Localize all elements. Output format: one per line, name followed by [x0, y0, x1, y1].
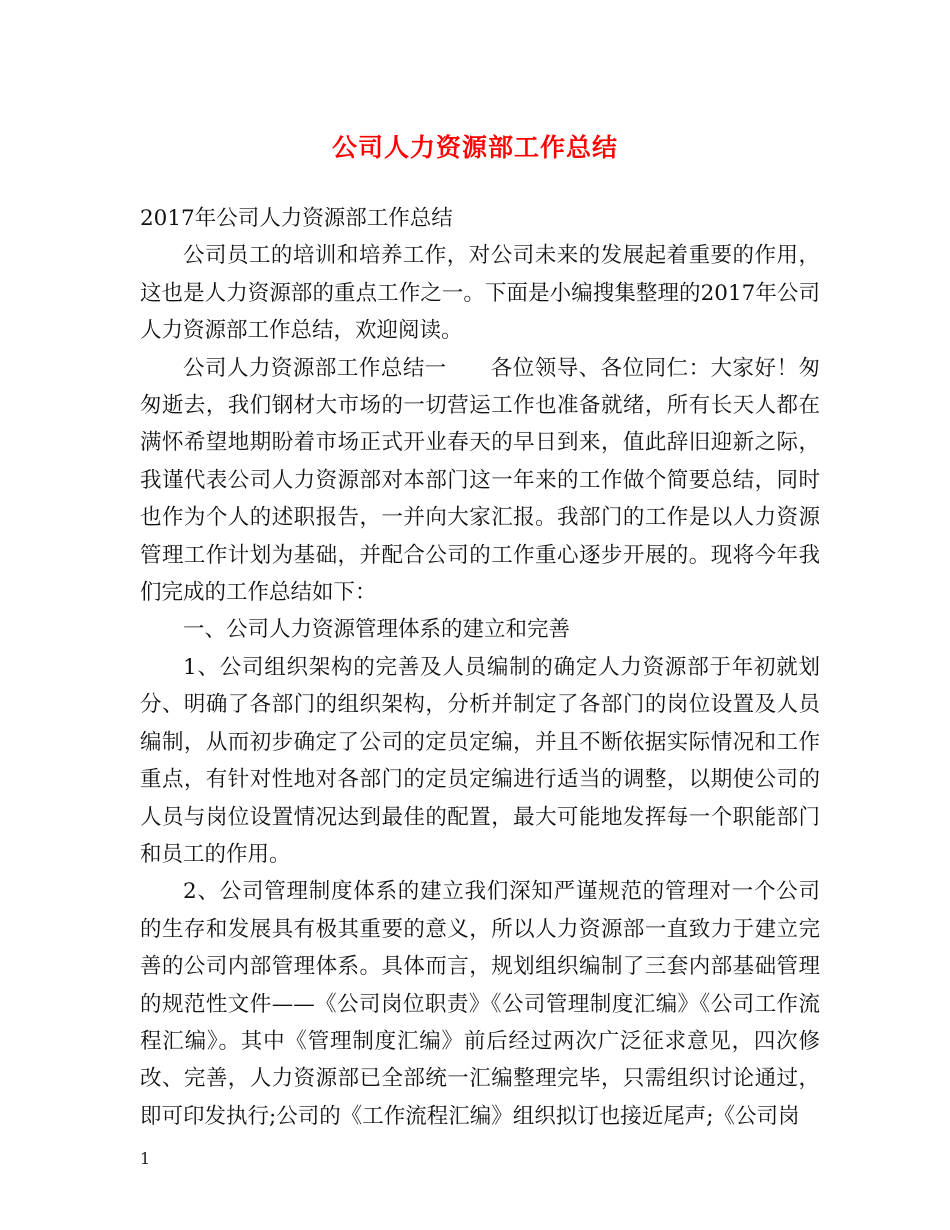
paragraph-summary-one: 公司人力资源部工作总结一 各位领导、各位同仁：大家好！匆匆逝去，我们钢材大市场的一切营运工作也准备就绪，所有长天人都在满怀希望地期盼着市场正式开业春天的早日到来，值此辞旧迎新之际，我谨代表公司人力资源部对本部门这一年来的工作做个简要总结，同时也作为个人的述职报告，一并向大家汇报。我部门的工作是以人力资源管理工作计划为基础，并配合公司的工作重心逐步开展的。现将今年我们完成的工作总结如下：	[140, 355, 820, 606]
paragraph-intro: 公司员工的培训和培养工作，对公司未来的发展起着重要的作用，这也是人力资源部的重点工作之一。下面是小编搜集整理的2017年公司人力资源部工作总结，欢迎阅读。	[140, 243, 820, 344]
paragraph-item-two: 2、公司管理制度体系的建立我们深知严谨规范的管理对一个公司的生存和发展具有极其重要的意义，所以人力资源部一直致力于建立完善的公司内部管理体系。具体而言，规划组织编制了三套内部基础管理的规范性文件——《公司岗位职责》《公司管理制度汇编》《公司工作流程汇编》。其中《管理制度汇编》前后经过两次广泛征求意见，四次修改、完善，人力资源部已全部统一汇编整理完毕，只需组织讨论通过，即可印发执行;公司的《工作流程汇编》组织拟订也接近尾声;《公司岗	[140, 879, 820, 1129]
document-body	[140, 200, 820, 1135]
document-subtitle: 2017年公司人力资源部工作总结	[140, 206, 453, 231]
document-title: 公司人力资源部工作总结	[331, 133, 618, 162]
section-heading-one: 一、公司人力资源管理体系的建立和完善	[183, 617, 571, 643]
paragraph-item-one: 1、公司组织架构的完善及人员编制的确定人力资源部于年初就划分、明确了各部门的组织架构，分析并制定了各部门的岗位设置及人员编制，从而初步确定了公司的定员定编，并且不断依据实际情况和工作重点，有针对性地对各部门的定员定编进行适当的调整，以期使公司的人员与岗位设置情况达到最佳的配置，最大可能地发挥每一个职能部门和员工的作用。	[140, 654, 820, 867]
page-number: 1	[140, 1149, 151, 1168]
